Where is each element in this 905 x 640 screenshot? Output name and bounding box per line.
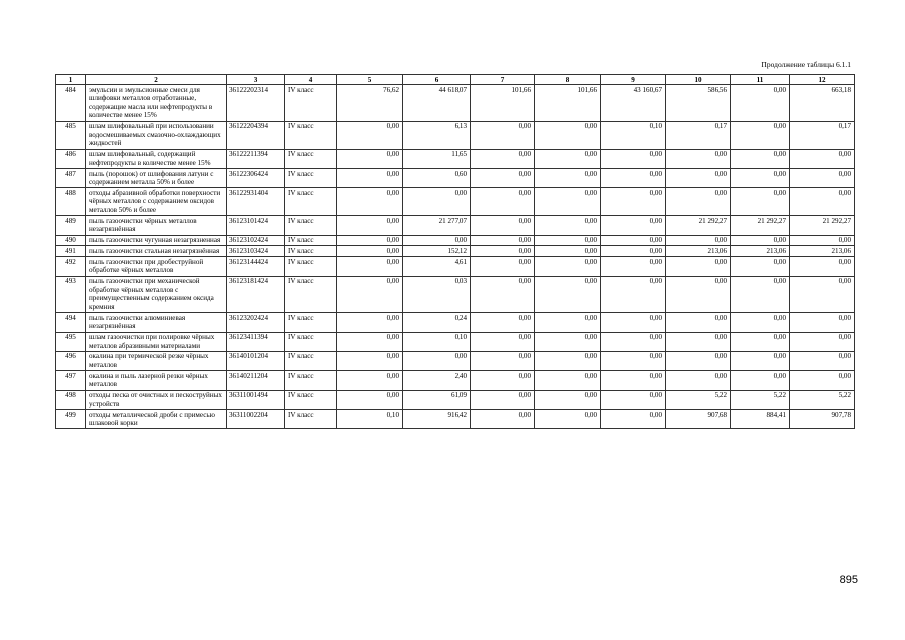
fkko-code: 36123103424 [227, 246, 285, 257]
header-row [56, 75, 855, 85]
value-col-10: 21 292,27 [666, 216, 731, 235]
value-col-7: 0,00 [471, 257, 535, 276]
value-col-6: 0,00 [403, 351, 471, 370]
hazard-class: IV класс [285, 216, 337, 235]
waste-name: пыль газоочистки чугунная незагрязненная [86, 235, 227, 246]
table-row [56, 332, 855, 351]
value-col-8: 0,00 [535, 257, 601, 276]
value-col-5: 0,00 [337, 121, 403, 149]
value-col-9: 0,00 [601, 371, 666, 390]
value-col-10: 0,00 [666, 276, 731, 313]
row-number: 484 [56, 85, 86, 122]
value-col-12: 663,18 [790, 85, 855, 122]
value-col-10: 0,00 [666, 332, 731, 351]
fkko-code: 36123144424 [227, 257, 285, 276]
value-col-10: 0,00 [666, 149, 731, 168]
value-col-9: 0,00 [601, 276, 666, 313]
value-col-6: 152,12 [403, 246, 471, 257]
fkko-code: 36123101424 [227, 216, 285, 235]
value-col-12: 0,00 [790, 276, 855, 313]
value-col-10: 0,17 [666, 121, 731, 149]
value-col-9: 43 160,67 [601, 85, 666, 122]
value-col-5: 0,00 [337, 149, 403, 168]
value-col-5: 0,00 [337, 257, 403, 276]
hazard-class: IV класс [285, 332, 337, 351]
hazard-class: IV класс [285, 85, 337, 122]
value-col-10: 0,00 [666, 351, 731, 370]
value-col-10: 5,22 [666, 390, 731, 409]
row-number: 493 [56, 276, 86, 313]
value-col-7: 101,66 [471, 85, 535, 122]
waste-name: окалина и пыль лазерной резки чёрных металлов [86, 371, 227, 390]
value-col-7: 0,00 [471, 246, 535, 257]
row-number: 494 [56, 313, 86, 332]
hazard-class: IV класс [285, 246, 337, 257]
table-row [56, 371, 855, 390]
value-col-10: 586,56 [666, 85, 731, 122]
value-col-6: 11,65 [403, 149, 471, 168]
value-col-5: 0,00 [337, 351, 403, 370]
value-col-6: 6,13 [403, 121, 471, 149]
value-col-9: 0,10 [601, 121, 666, 149]
value-col-7: 0,00 [471, 332, 535, 351]
table-row [56, 216, 855, 235]
value-col-10: 0,00 [666, 313, 731, 332]
waste-name: пыль газоочистки стальная незагрязнённая [86, 246, 227, 257]
column-header-1: 1 [56, 75, 86, 85]
value-col-10: 213,06 [666, 246, 731, 257]
row-number: 487 [56, 168, 86, 187]
value-col-5: 0,00 [337, 313, 403, 332]
waste-name: пыль газоочистки чёрных металлов незагрязнённая [86, 216, 227, 235]
value-col-11: 5,22 [731, 390, 790, 409]
value-col-5: 0,00 [337, 276, 403, 313]
fkko-code: 36123181424 [227, 276, 285, 313]
value-col-5: 0,00 [337, 188, 403, 216]
value-col-6: 0,24 [403, 313, 471, 332]
waste-name: пыль газоочистки при дробеструйной обработке чёрных металлов [86, 257, 227, 276]
column-header-2: 2 [86, 75, 227, 85]
value-col-6: 44 618,07 [403, 85, 471, 122]
table-row [56, 235, 855, 246]
value-col-10: 0,00 [666, 168, 731, 187]
value-col-12: 0,00 [790, 351, 855, 370]
value-col-6: 0,10 [403, 332, 471, 351]
value-col-7: 0,00 [471, 313, 535, 332]
waste-name: эмульсии и эмульсионные смеси для шлифовки металлов отработанные, содержащие масла или нефтепродукты в количестве менее 15% [86, 85, 227, 122]
fkko-code: 36140211204 [227, 371, 285, 390]
value-col-8: 0,00 [535, 390, 601, 409]
value-col-11: 213,06 [731, 246, 790, 257]
value-col-8: 0,00 [535, 235, 601, 246]
value-col-5: 0,00 [337, 235, 403, 246]
row-number: 491 [56, 246, 86, 257]
value-col-9: 0,00 [601, 216, 666, 235]
value-col-5: 0,10 [337, 410, 403, 429]
column-header-5: 5 [337, 75, 403, 85]
value-col-12: 5,22 [790, 390, 855, 409]
fkko-code: 36140101204 [227, 351, 285, 370]
value-col-5: 0,00 [337, 246, 403, 257]
value-col-12: 213,06 [790, 246, 855, 257]
row-number: 488 [56, 188, 86, 216]
value-col-11: 0,00 [731, 149, 790, 168]
table-row [56, 85, 855, 122]
value-col-11: 0,00 [731, 85, 790, 122]
waste-name: пыль газоочистки при механической обработке чёрных металлов с преимущественным содержанием оксида кремния [86, 276, 227, 313]
table-row [56, 313, 855, 332]
hazard-class: IV класс [285, 149, 337, 168]
value-col-12: 0,00 [790, 235, 855, 246]
value-col-9: 0,00 [601, 410, 666, 429]
value-col-8: 0,00 [535, 246, 601, 257]
column-header-6: 6 [403, 75, 471, 85]
value-col-12: 0,00 [790, 313, 855, 332]
table-row [56, 257, 855, 276]
hazard-class: IV класс [285, 168, 337, 187]
value-col-9: 0,00 [601, 188, 666, 216]
table-row [56, 188, 855, 216]
waste-name: отходы песка от очистных и пескоструйных устройств [86, 390, 227, 409]
fkko-code: 36122202314 [227, 85, 285, 122]
fkko-code: 36122211394 [227, 149, 285, 168]
value-col-9: 0,00 [601, 149, 666, 168]
row-number: 492 [56, 257, 86, 276]
table-body [56, 85, 855, 429]
value-col-11: 0,00 [731, 235, 790, 246]
value-col-11: 0,00 [731, 257, 790, 276]
value-col-12: 907,78 [790, 410, 855, 429]
row-number: 496 [56, 351, 86, 370]
value-col-6: 916,42 [403, 410, 471, 429]
value-col-9: 0,00 [601, 332, 666, 351]
fkko-code: 36311002204 [227, 410, 285, 429]
value-col-7: 0,00 [471, 235, 535, 246]
value-col-12: 0,00 [790, 332, 855, 351]
hazard-class: IV класс [285, 121, 337, 149]
value-col-11: 0,00 [731, 371, 790, 390]
row-number: 485 [56, 121, 86, 149]
value-col-11: 0,00 [731, 121, 790, 149]
value-col-7: 0,00 [471, 390, 535, 409]
value-col-8: 101,66 [535, 85, 601, 122]
value-col-12: 0,00 [790, 257, 855, 276]
value-col-7: 0,00 [471, 276, 535, 313]
value-col-6: 21 277,07 [403, 216, 471, 235]
value-col-8: 0,00 [535, 121, 601, 149]
value-col-7: 0,00 [471, 216, 535, 235]
value-col-8: 0,00 [535, 351, 601, 370]
value-col-9: 0,00 [601, 351, 666, 370]
table-row [56, 149, 855, 168]
hazard-class: IV класс [285, 351, 337, 370]
fkko-code: 36123202424 [227, 313, 285, 332]
table-row [56, 351, 855, 370]
row-number: 499 [56, 410, 86, 429]
value-col-7: 0,00 [471, 371, 535, 390]
value-col-9: 0,00 [601, 313, 666, 332]
value-col-10: 0,00 [666, 235, 731, 246]
column-header-12: 12 [790, 75, 855, 85]
column-header-9: 9 [601, 75, 666, 85]
value-col-6: 4,61 [403, 257, 471, 276]
hazard-class: IV класс [285, 390, 337, 409]
row-number: 489 [56, 216, 86, 235]
value-col-5: 0,00 [337, 216, 403, 235]
value-col-7: 0,00 [471, 351, 535, 370]
value-col-12: 0,00 [790, 168, 855, 187]
value-col-12: 0,17 [790, 121, 855, 149]
column-header-4: 4 [285, 75, 337, 85]
value-col-6: 0,60 [403, 168, 471, 187]
value-col-7: 0,00 [471, 188, 535, 216]
value-col-11: 0,00 [731, 276, 790, 313]
waste-name: отходы металлической дроби с примесью шлаковой корки [86, 410, 227, 429]
fkko-code: 36122204394 [227, 121, 285, 149]
table-caption: Продолжение таблицы 6.1.1 [761, 60, 851, 69]
fkko-code: 36311001494 [227, 390, 285, 409]
hazard-class: IV класс [285, 371, 337, 390]
value-col-11: 0,00 [731, 313, 790, 332]
value-col-10: 0,00 [666, 257, 731, 276]
value-col-8: 0,00 [535, 313, 601, 332]
waste-name: шлам шлифовальный, содержащий нефтепродукты в количестве менее 15% [86, 149, 227, 168]
value-col-6: 2,40 [403, 371, 471, 390]
column-header-8: 8 [535, 75, 601, 85]
value-col-10: 0,00 [666, 188, 731, 216]
value-col-11: 21 292,27 [731, 216, 790, 235]
value-col-5: 0,00 [337, 168, 403, 187]
waste-name: отходы абразивной обработки поверхности чёрных металлов с содержанием оксидов металлов 50% и более [86, 188, 227, 216]
waste-name: пыль (порошок) от шлифования латуни с содержанием металла 50% и более [86, 168, 227, 187]
table-row [56, 168, 855, 187]
hazard-class: IV класс [285, 257, 337, 276]
value-col-7: 0,00 [471, 149, 535, 168]
waste-name: шлам газоочистки при полировке чёрных металлов абразивными материалами [86, 332, 227, 351]
value-col-8: 0,00 [535, 276, 601, 313]
table-row [56, 390, 855, 409]
row-number: 498 [56, 390, 86, 409]
value-col-5: 0,00 [337, 371, 403, 390]
value-col-10: 0,00 [666, 371, 731, 390]
value-col-10: 907,68 [666, 410, 731, 429]
row-number: 490 [56, 235, 86, 246]
value-col-12: 0,00 [790, 188, 855, 216]
hazard-class: IV класс [285, 276, 337, 313]
value-col-5: 0,00 [337, 332, 403, 351]
table-row [56, 276, 855, 313]
page-number: 895 [839, 574, 858, 586]
table-row [56, 410, 855, 429]
value-col-5: 0,00 [337, 390, 403, 409]
value-col-6: 0,03 [403, 276, 471, 313]
fkko-code: 36123411394 [227, 332, 285, 351]
column-header-11: 11 [731, 75, 790, 85]
value-col-5: 76,62 [337, 85, 403, 122]
value-col-11: 0,00 [731, 168, 790, 187]
value-col-8: 0,00 [535, 410, 601, 429]
value-col-7: 0,00 [471, 121, 535, 149]
value-col-11: 0,00 [731, 188, 790, 216]
row-number: 486 [56, 149, 86, 168]
column-header-3: 3 [227, 75, 285, 85]
table-row [56, 121, 855, 149]
waste-name: шлам шлифовальный при использовании водосмешиваемых смазочно-охлаждающих жидкостей [86, 121, 227, 149]
column-header-7: 7 [471, 75, 535, 85]
waste-table [55, 74, 855, 429]
value-col-8: 0,00 [535, 332, 601, 351]
hazard-class: IV класс [285, 410, 337, 429]
value-col-9: 0,00 [601, 235, 666, 246]
fkko-code: 36122931404 [227, 188, 285, 216]
value-col-8: 0,00 [535, 188, 601, 216]
value-col-9: 0,00 [601, 257, 666, 276]
value-col-12: 0,00 [790, 371, 855, 390]
value-col-8: 0,00 [535, 216, 601, 235]
fkko-code: 36122306424 [227, 168, 285, 187]
fkko-code: 36123102424 [227, 235, 285, 246]
value-col-9: 0,00 [601, 246, 666, 257]
value-col-11: 0,00 [731, 351, 790, 370]
value-col-11: 884,41 [731, 410, 790, 429]
value-col-7: 0,00 [471, 168, 535, 187]
value-col-9: 0,00 [601, 168, 666, 187]
hazard-class: IV класс [285, 235, 337, 246]
row-number: 495 [56, 332, 86, 351]
value-col-8: 0,00 [535, 371, 601, 390]
row-number: 497 [56, 371, 86, 390]
value-col-12: 21 292,27 [790, 216, 855, 235]
value-col-9: 0,00 [601, 390, 666, 409]
value-col-8: 0,00 [535, 149, 601, 168]
value-col-6: 0,00 [403, 235, 471, 246]
column-header-10: 10 [666, 75, 731, 85]
value-col-12: 0,00 [790, 149, 855, 168]
hazard-class: IV класс [285, 188, 337, 216]
waste-name: пыль газоочистки алюминиевая незагрязнённая [86, 313, 227, 332]
value-col-8: 0,00 [535, 168, 601, 187]
value-col-6: 61,09 [403, 390, 471, 409]
value-col-11: 0,00 [731, 332, 790, 351]
value-col-6: 0,00 [403, 188, 471, 216]
waste-name: окалина при термической резке чёрных металлов [86, 351, 227, 370]
table-row [56, 246, 855, 257]
value-col-7: 0,00 [471, 410, 535, 429]
hazard-class: IV класс [285, 313, 337, 332]
